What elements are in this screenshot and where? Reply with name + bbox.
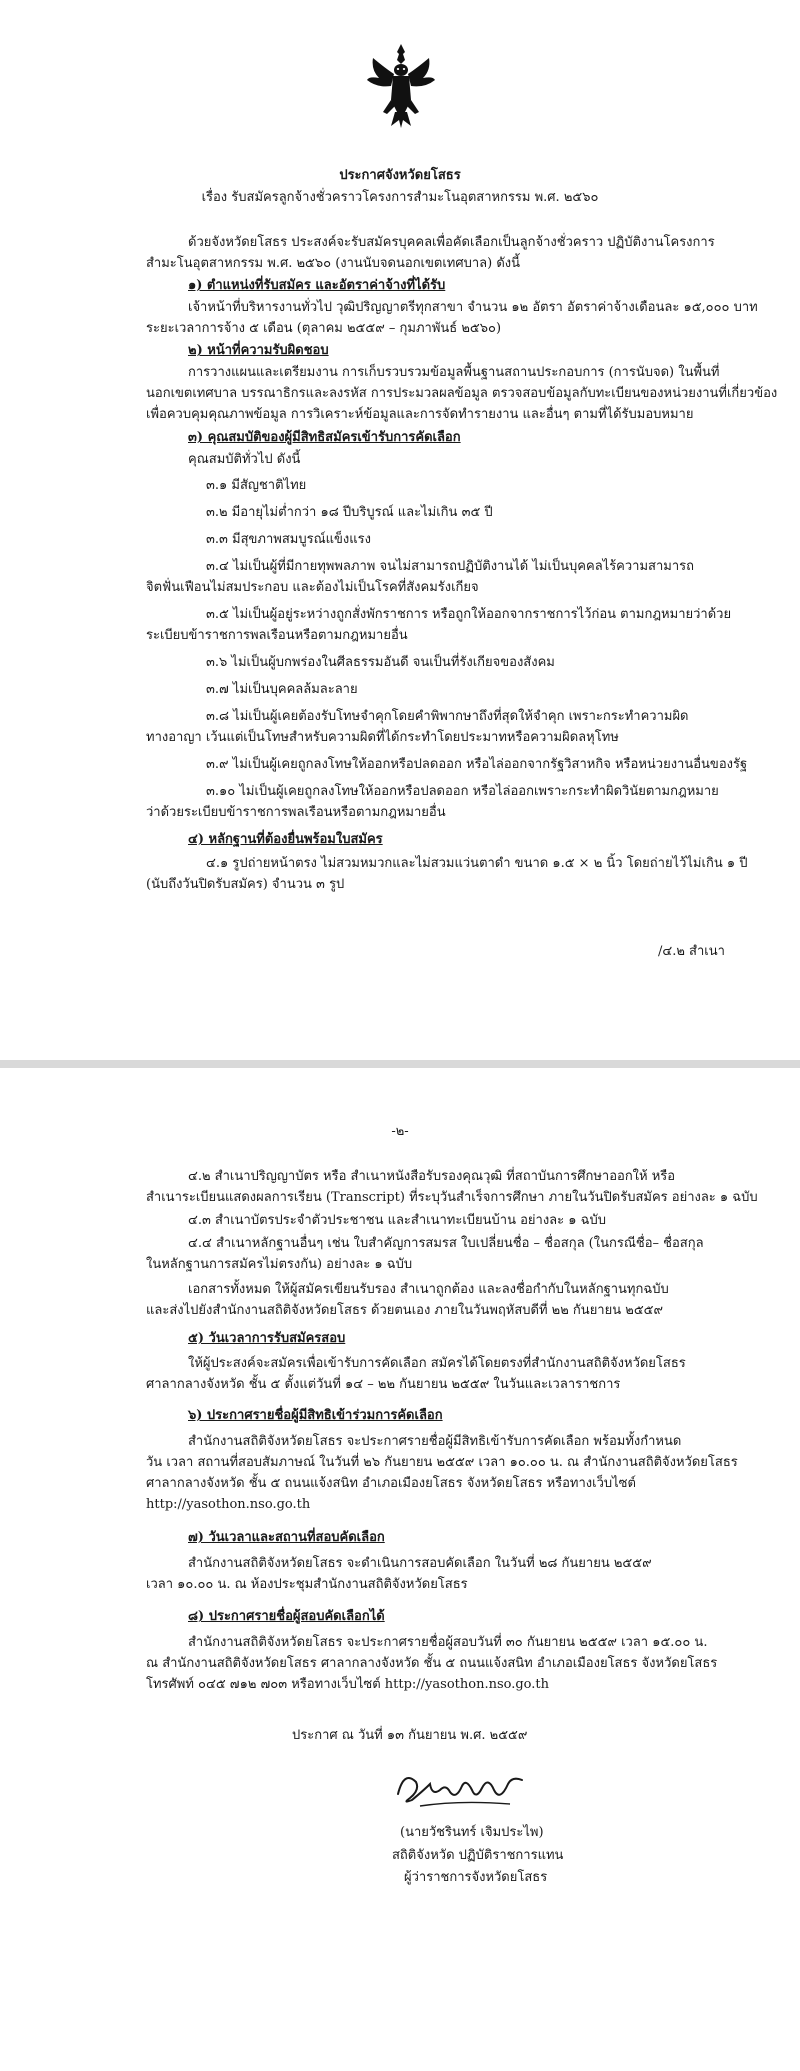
document-4-1-line-1: ๔.๑ รูปถ่ายหน้าตรง ไม่สวมหมวกและไม่สวมแว่นตาดำ ขนาด ๑.๕ × ๒ นิ้ว โดยถ่ายไว้ไม่เกิน ๑ ปี [206, 856, 748, 871]
section-7-line-1: สำนักงานสถิติจังหวัดยโสธร จะดำเนินการสอบคัดเลือก ในวันที่ ๒๘ กันยายน ๒๕๕๙ [188, 1556, 652, 1571]
qualification-3-4-line-2: จิตฟั่นเฟือนไม่สมประกอบ และต้องไม่เป็นโรคที่สังคมรังเกียจ [146, 580, 479, 595]
qualification-3-5-line-1: ๓.๕ ไม่เป็นผู้อยู่ระหว่างถูกสั่งพักราชการ หรือถูกให้ออกจากราชการไว้ก่อน ตามกฎหมายว่าด้วย [206, 607, 732, 622]
qualification-3-8-line-2: ทางอาญา เว้นแต่เป็นโทษสำหรับความผิดที่ได้กระทำโดยประมาทหรือความผิดลหุโทษ [146, 730, 619, 745]
section-2-line-3: เพื่อควบคุมคุณภาพข้อมูล การวิเคราะห์ข้อมูลและการจัดทำรายงาน และอื่นๆ ตามที่ได้รับมอบหมาย [146, 407, 694, 422]
signer-title-2: ผู้ว่าราชการจังหวัดยโสธร [404, 1870, 548, 1885]
qualification-3-3: ๓.๓ มีสุขภาพสมบูรณ์แข็งแรง [206, 532, 371, 547]
qualification-3-7: ๓.๗ ไม่เป็นบุคคลล้มละลาย [206, 682, 358, 697]
section-3-general: คุณสมบัติทั่วไป ดังนี้ [188, 452, 301, 467]
section-8-line-2: ณ สำนักงานสถิติจังหวัดยโสธร ศาลากลางจังหวัด ชั้น ๕ ถนนแจ้งสนิท อำเภอเมืองยโสธร จังหวัดยโสธร [146, 1656, 718, 1671]
section-1-heading: ๑) ตำแหน่งที่รับสมัคร และอัตราค่าจ้างที่ได้รับ [188, 278, 446, 293]
section-2-heading: ๒) หน้าที่ความรับผิดชอบ [188, 343, 329, 358]
qualification-3-6: ๓.๖ ไม่เป็นผู้บกพร่องในศีลธรรมอันดี จนเป็นที่รังเกียจของสังคม [206, 655, 555, 670]
section-8-line-3: โทรศัพท์ ๐๔๕ ๗๑๒ ๗๐๓ หรือทางเว็บไซต์ http://yasothon.nso.go.th [146, 1677, 549, 1692]
document-4-1-line-2: (นับถึงวันปิดรับสมัคร) จำนวน ๓ รูป [146, 877, 345, 892]
signature-image [390, 1760, 530, 1820]
section-5-line-2: ศาลากลางจังหวัด ชั้น ๕ ตั้งแต่วันที่ ๑๔ – ๒๒ กันยายน ๒๕๕๙ ในวันและเวลาราชการ [146, 1377, 621, 1392]
section-2-line-2: นอกเขตเทศบาล บรรณาธิกรและลงรหัส การประมวลผลข้อมูล ตรวจสอบข้อมูลกับทะเบียนของหน่วยงานที่เกี่ยวข้อง [146, 386, 778, 401]
garuda-emblem-icon [365, 40, 437, 130]
document-4-4-line-2: ในหลักฐานการสมัครไม่ตรงกัน) อย่างละ ๑ ฉบับ [146, 1257, 413, 1272]
section-1-line-1: เจ้าหน้าที่บริหารงานทั่วไป วุฒิปริญญาตรีทุกสาขา จำนวน ๑๒ อัตรา อัตราค่าจ้างเดือนละ ๑๕,๐๐๐ บาท [188, 300, 758, 315]
intro-line-2: สำมะโนอุตสาหกรรม พ.ศ. ๒๕๖๐ (งานนับจดนอกเขตเทศบาล) ดังนี้ [146, 256, 520, 271]
section-2-line-1: การวางแผนและเตรียมงาน การเก็บรวบรวมข้อมูลพื้นฐานสถานประกอบการ (การนับจด) ในพื้นที่ [188, 365, 720, 380]
announcement-subject: เรื่อง รับสมัครลูกจ้างชั่วคราวโครงการสำมะโนอุตสาหกรรม พ.ศ. ๒๕๖๐ [201, 190, 599, 205]
section-6-heading: ๖) ประกาศรายชื่อผู้มีสิทธิเข้าร่วมการคัดเลือก [188, 1408, 443, 1423]
qualification-3-10-line-2: ว่าด้วยระเบียบข้าราชการพลเรือนหรือตามกฎหมายอื่น [146, 805, 446, 820]
announcement-title: ประกาศจังหวัดยโสธร [339, 168, 461, 183]
section-5-line-1: ให้ผู้ประสงค์จะสมัครเพื่อเข้ารับการคัดเลือก สมัครได้โดยตรงที่สำนักงานสถิติจังหวัดยโสธร [188, 1356, 686, 1371]
section-6-line-2: วัน เวลา สถานที่สอบสัมภาษณ์ ในวันที่ ๒๖ กันยายน ๒๕๕๙ เวลา ๑๐.๐๐ น. ณ สำนักงานสถิติจังหวัดยโสธร [146, 1455, 738, 1470]
qualification-3-5-line-2: ระเบียบข้าราชการพลเรือนหรือตามกฎหมายอื่น [146, 628, 408, 643]
section-6-line-3: ศาลากลางจังหวัด ชั้น ๕ ถนนแจ้งสนิท อำเภอเมืองยโสธร จังหวัดยโสธร หรือทางเว็บไซต์ [146, 1476, 636, 1491]
qualification-3-2: ๓.๒ มีอายุไม่ต่ำกว่า ๑๘ ปีบริบูรณ์ และไม่เกิน ๓๕ ปี [206, 505, 493, 520]
section-6-line-1: สำนักงานสถิติจังหวัดยโสธร จะประกาศรายชื่อผู้มีสิทธิเข้ารับการคัดเลือก พร้อมทั้งกำหนด [188, 1434, 682, 1449]
signer-title-1: สถิติจังหวัด ปฏิบัติราชการแทน [392, 1848, 564, 1863]
page-separator [0, 1060, 800, 1068]
qualification-3-10-line-1: ๓.๑๐ ไม่เป็นผู้เคยถูกลงโทษให้ออกหรือปลดออก หรือไล่ออกเพราะกระทำผิดวินัยตามกฎหมาย [206, 784, 719, 799]
qualification-3-4-line-1: ๓.๔ ไม่เป็นผู้ที่มีกายทุพพลภาพ จนไม่สามารถปฏิบัติงานได้ ไม่เป็นบุคคลไร้ความสามารถ [206, 559, 695, 574]
qualification-3-1: ๓.๑ มีสัญชาติไทย [206, 478, 307, 493]
continued-note: /๔.๒ สำเนา [658, 944, 725, 959]
section-1-line-2: ระยะเวลาการจ้าง ๕ เดือน (ตุลาคม ๒๕๕๙ – กุมภาพันธ์ ๒๕๖๐) [146, 321, 502, 336]
page-number: -๒- [391, 1124, 409, 1139]
section-3-heading: ๓) คุณสมบัติของผู้มีสิทธิสมัครเข้ารับการคัดเลือก [188, 430, 461, 445]
qualification-3-9: ๓.๙ ไม่เป็นผู้เคยถูกลงโทษให้ออกหรือปลดออก หรือไล่ออกจากรัฐวิสาหกิจ หรือหน่วยงานอื่นของรัฐ [206, 757, 748, 772]
documents-note-line-2: และส่งไปยังสำนักงานสถิติจังหวัดยโสธร ด้วยตนเอง ภายในวันพฤหัสบดีที่ ๒๒ กันยายน ๒๕๕๙ [146, 1303, 664, 1318]
document-page-2 [0, 1068, 800, 2071]
section-8-line-1: สำนักงานสถิติจังหวัดยโสธร จะประกาศรายชื่อผู้สอบวันที่ ๓๐ กันยายน ๒๕๕๙ เวลา ๑๕.๐๐ น. [188, 1635, 708, 1650]
document-4-2-line-1: ๔.๒ สำเนาปริญญาบัตร หรือ สำเนาหนังสือรับรองคุณวุฒิ ที่สถาบันการศึกษาออกให้ หรือ [188, 1169, 676, 1184]
intro-line-1: ด้วยจังหวัดยโสธร ประสงค์จะรับสมัครบุคคลเพื่อคัดเลือกเป็นลูกจ้างชั่วคราว ปฏิบัติงานโครงการ [188, 235, 715, 250]
document-4-4-line-1: ๔.๔ สำเนาหลักฐานอื่นๆ เช่น ใบสำคัญการสมรส ใบเปลี่ยนชื่อ – ชื่อสกุล (ในกรณีชื่อ– ชื่อสกุล [188, 1236, 704, 1251]
section-6-website: http://yasothon.nso.go.th [146, 1497, 311, 1512]
section-5-heading: ๕) วันเวลาการรับสมัครสอบ [188, 1331, 346, 1346]
documents-note-line-1: เอกสารทั้งหมด ให้ผู้สมัครเขียนรับรอง สำเนาถูกต้อง และลงชื่อกำกับในหลักฐานทุกฉบับ [188, 1282, 669, 1297]
section-4-heading: ๔) หลักฐานที่ต้องยื่นพร้อมใบสมัคร [188, 832, 383, 847]
document-4-3: ๔.๓ สำเนาบัตรประจำตัวประชาชน และสำเนาทะเบียนบ้าน อย่างละ ๑ ฉบับ [188, 1213, 606, 1228]
qualification-3-8-line-1: ๓.๘ ไม่เป็นผู้เคยต้องรับโทษจำคุกโดยคำพิพากษาถึงที่สุดให้จำคุก เพราะกระทำความผิด [206, 709, 689, 724]
section-8-heading: ๘) ประกาศรายชื่อผู้สอบคัดเลือกได้ [188, 1609, 385, 1624]
announcement-date: ประกาศ ณ วันที่ ๑๓ กันยายน พ.ศ. ๒๕๕๙ [292, 1728, 528, 1743]
section-7-line-2: เวลา ๑๐.๐๐ น. ณ ห้องประชุมสำนักงานสถิติจังหวัดยโสธร [146, 1577, 468, 1592]
document-4-2-line-2: สำเนาระเบียนแสดงผลการเรียน (Transcript) ที่ระบุวันสำเร็จการศึกษา ภายในวันปิดรับสมัคร อย่างละ ๑ ฉบับ [146, 1190, 758, 1205]
section-7-heading: ๗) วันเวลาและสถานที่สอบคัดเลือก [188, 1530, 385, 1545]
signer-name: (นายวัชรินทร์ เจิมประไพ) [400, 1825, 544, 1840]
